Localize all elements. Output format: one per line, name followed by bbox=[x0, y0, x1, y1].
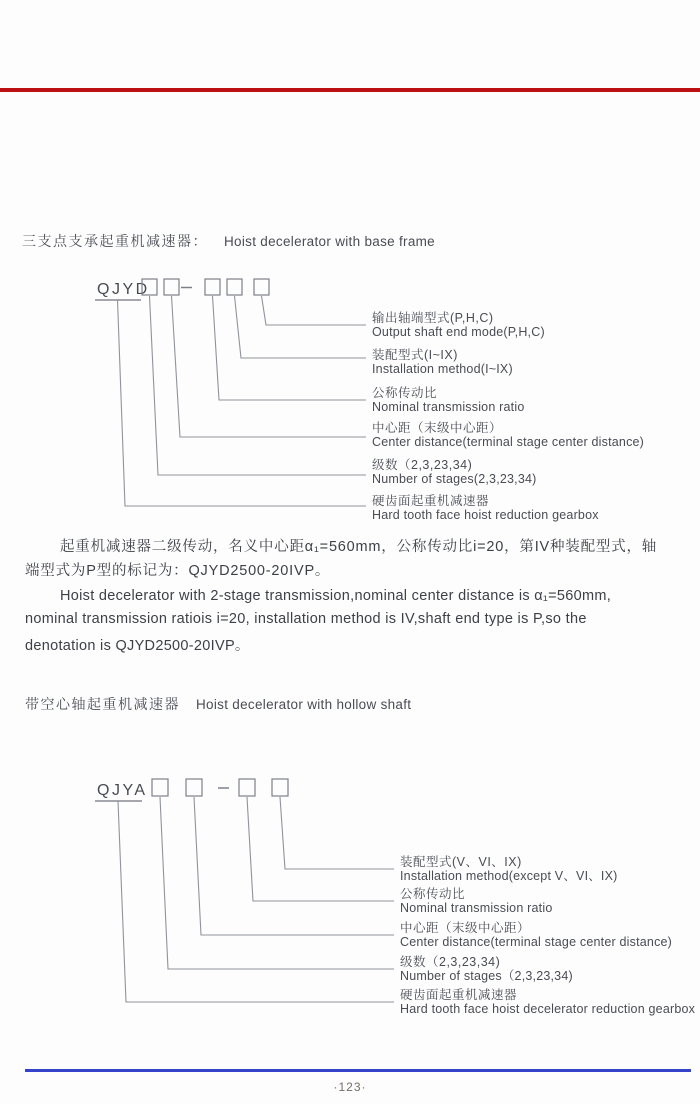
section2-title-en: Hoist decelerator with hollow shaft bbox=[196, 697, 412, 712]
digit-box bbox=[186, 779, 202, 796]
page-number: ·123· bbox=[333, 1080, 367, 1094]
connector-line bbox=[213, 296, 367, 400]
label-en: Center distance(terminal stage center distance) bbox=[400, 935, 673, 949]
label-en: Nominal transmission ratio bbox=[372, 400, 525, 414]
paragraph-en-line: nominal transmission ratiois i=20, installation method is IV,shaft end type is P,so the bbox=[25, 611, 587, 627]
model-designation-diagram-qjyd bbox=[0, 270, 700, 515]
designation-label-output-shaft bbox=[372, 311, 545, 339]
designation-label-installation bbox=[400, 855, 618, 883]
paragraph-en-line: denotation is QJYD2500-20IVP。 bbox=[25, 638, 250, 654]
label-zh: 装配型式(V、VI、IX) bbox=[400, 855, 522, 869]
label-zh: 级数（2,3,23,34) bbox=[372, 458, 473, 472]
label-zh: 中心距（末级中心距） bbox=[372, 421, 503, 435]
label-en: Nominal transmission ratio bbox=[400, 901, 553, 915]
top-red-rule bbox=[0, 88, 700, 92]
paragraph-zh-line: 端型式为P型的标记为：QJYD2500-20IVP。 bbox=[25, 563, 331, 579]
connector-line bbox=[280, 797, 394, 869]
section2-title-zh: 带空心轴起重机减速器 bbox=[25, 696, 180, 712]
label-zh: 装配型式(I~IX) bbox=[372, 348, 458, 362]
label-en: Installation method(I~IX) bbox=[372, 362, 513, 376]
connector-line bbox=[235, 296, 367, 358]
connector-line bbox=[172, 296, 367, 437]
section2-title bbox=[25, 694, 411, 714]
model-code: QJYA bbox=[97, 782, 148, 799]
digit-box bbox=[152, 779, 168, 796]
designation-label-gearbox bbox=[372, 494, 599, 522]
connector-line bbox=[194, 797, 394, 935]
digit-box bbox=[205, 279, 220, 295]
section1-title bbox=[22, 231, 435, 251]
digit-box bbox=[239, 779, 255, 796]
bottom-blue-rule bbox=[25, 1069, 691, 1072]
label-zh: 公称传动比 bbox=[372, 386, 438, 400]
paragraph-en-line: Hoist decelerator with 2-stage transmission,nominal center distance is α₁=560mm, bbox=[60, 588, 612, 604]
label-en: Number of stages(2,3,23,34) bbox=[372, 472, 537, 486]
label-zh: 中心距（末级中心距） bbox=[400, 921, 531, 935]
label-zh: 输出轴端型式(P,H,C) bbox=[372, 311, 494, 325]
designation-label-ratio bbox=[372, 386, 524, 414]
designation-label-center-distance bbox=[400, 921, 672, 949]
digit-box bbox=[227, 279, 242, 295]
paragraph-zh-line: 起重机减速器二级传动，名义中心距α₁=560mm，公称传动比i=20，第IV种装配型式，轴 bbox=[60, 539, 658, 555]
designation-label-gearbox bbox=[400, 988, 695, 1016]
label-en: Hard tooth face hoist decelerator reduction gearbox bbox=[400, 1002, 696, 1016]
section1-title-en: Hoist decelerator with base frame bbox=[224, 234, 435, 249]
designation-label-installation bbox=[372, 348, 513, 376]
label-en: Number of stages（2,3,23,34) bbox=[400, 969, 573, 983]
connector-line bbox=[262, 296, 367, 325]
connector-line bbox=[150, 296, 367, 475]
connector-line bbox=[247, 797, 394, 901]
label-zh: 硬齿面起重机减速器 bbox=[400, 988, 518, 1002]
label-en: Installation method(except V、VI、IX) bbox=[400, 869, 618, 883]
label-zh: 硬齿面起重机减速器 bbox=[372, 494, 490, 508]
model-designation-diagram-qjya bbox=[0, 770, 700, 1010]
model-code: QJYD bbox=[97, 281, 150, 298]
label-en: Center distance(terminal stage center distance) bbox=[372, 435, 645, 449]
digit-box bbox=[272, 779, 288, 796]
label-en: Hard tooth face hoist reduction gearbox bbox=[372, 508, 599, 522]
digit-box bbox=[254, 279, 269, 295]
designation-label-stages bbox=[372, 458, 537, 486]
label-en: Output shaft end mode(P,H,C) bbox=[372, 325, 545, 339]
section1-title-zh: 三支点支承起重机减速器： bbox=[22, 233, 208, 249]
label-zh: 公称传动比 bbox=[400, 887, 466, 901]
designation-label-stages bbox=[400, 955, 573, 983]
designation-label-ratio bbox=[400, 887, 552, 915]
label-zh: 级数（2,3,23,34) bbox=[400, 955, 501, 969]
digit-box bbox=[164, 279, 179, 295]
designation-label-center-distance bbox=[372, 421, 644, 449]
